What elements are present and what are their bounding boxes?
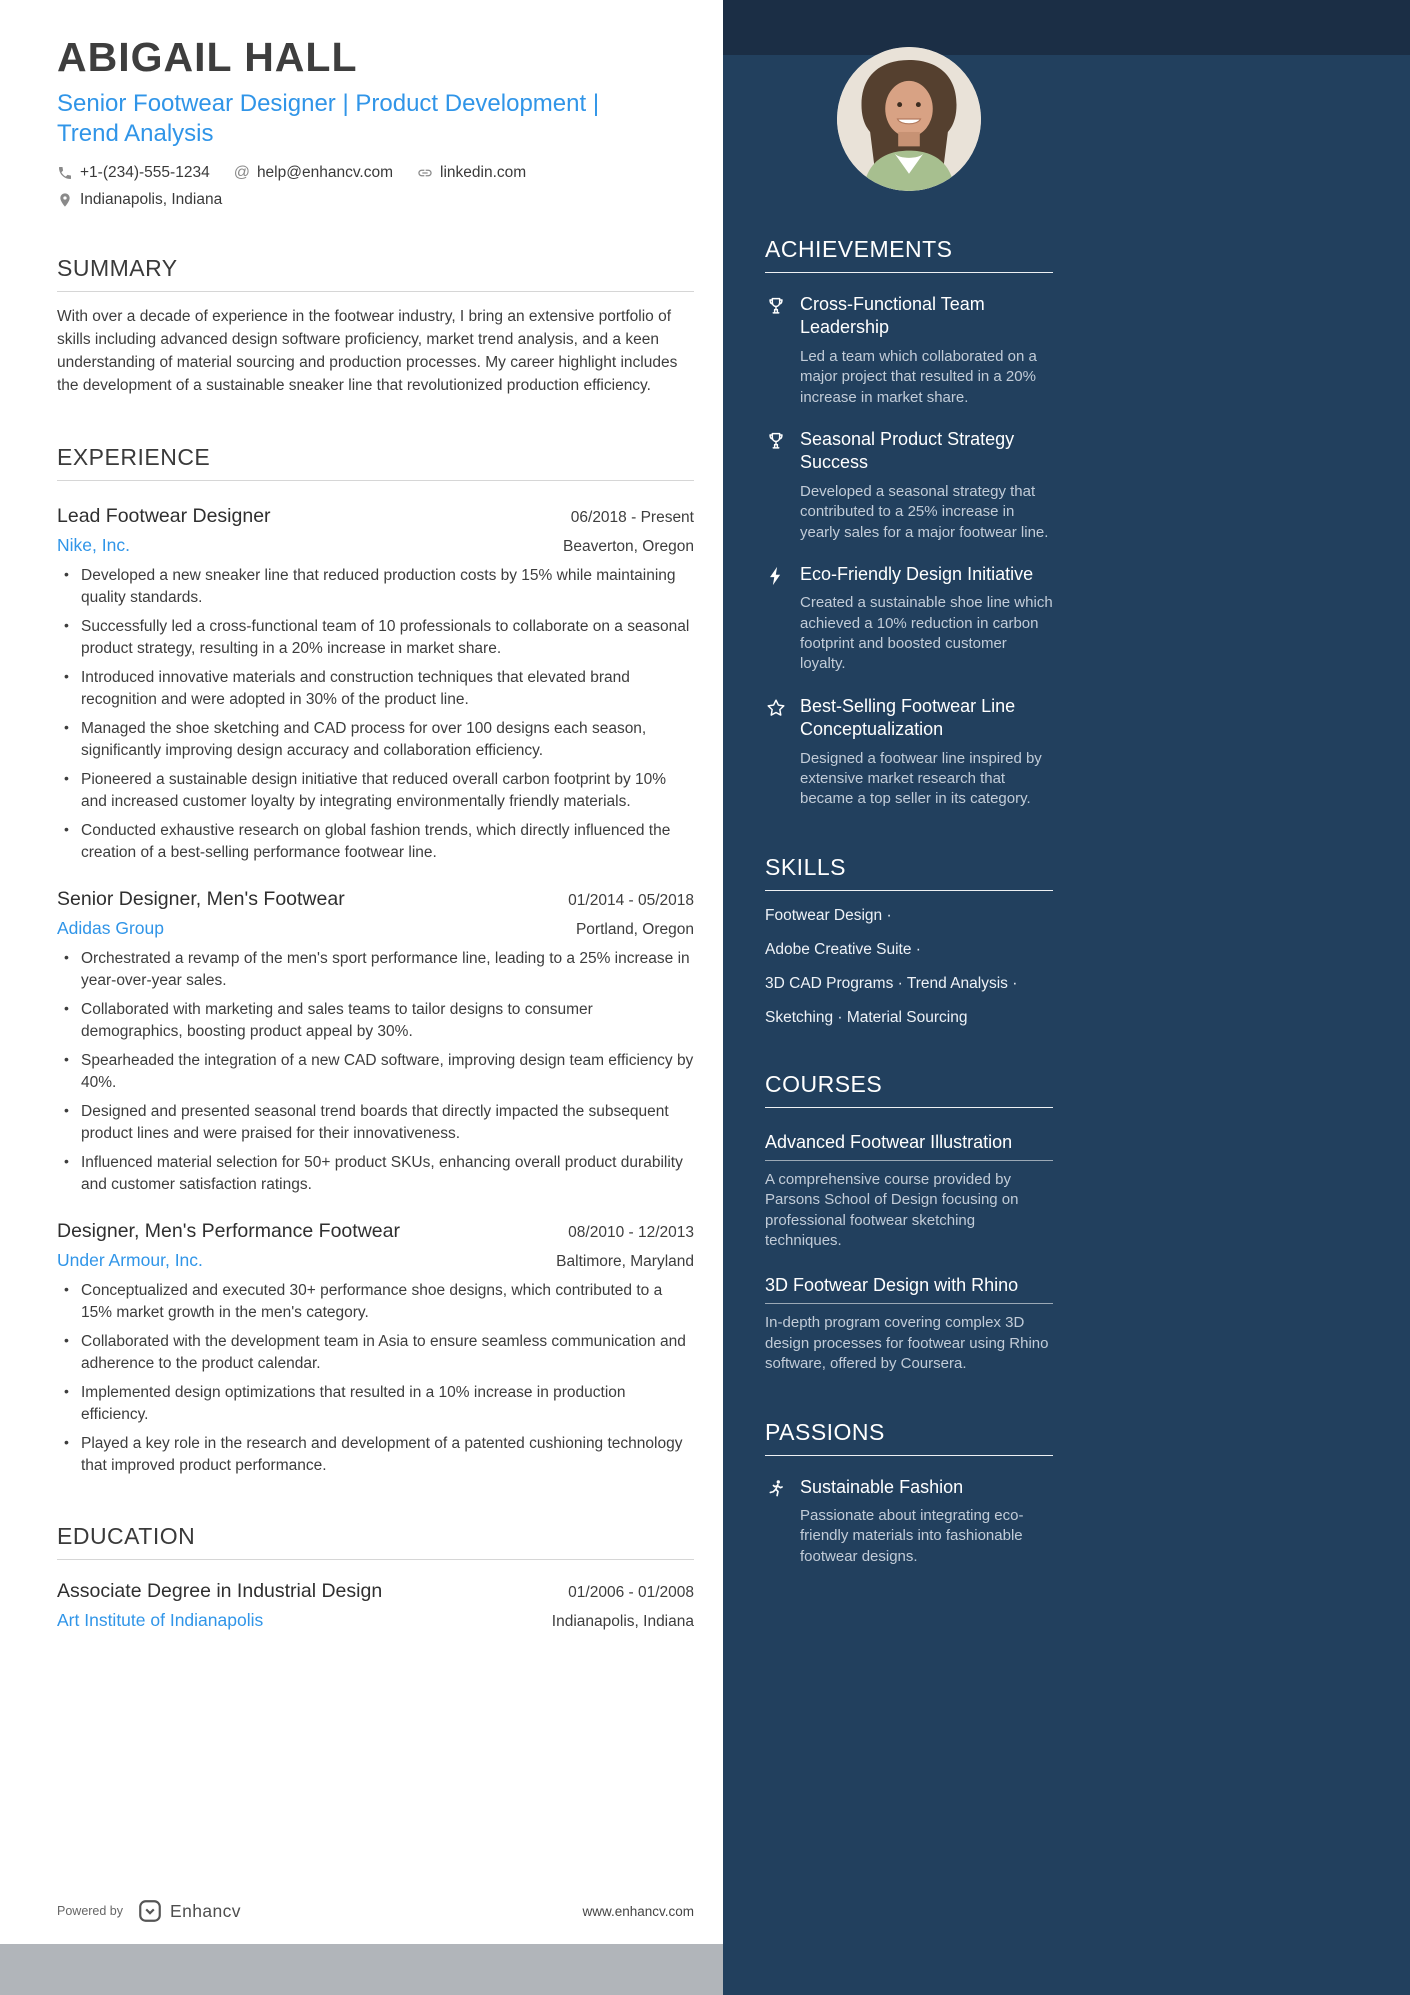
website-link[interactable] [417, 164, 526, 182]
achievement-item [765, 695, 1053, 810]
running-icon [765, 1476, 787, 1568]
achievements-section [765, 236, 1053, 810]
phone-icon [57, 165, 73, 181]
job-location: Beaverton, Oregon [563, 537, 694, 555]
education-dates: 01/2006 - 01/2008 [568, 1583, 694, 1601]
achievements-heading: ACHIEVEMENTS [765, 236, 1053, 273]
bullet: • Managed the shoe sketching and CAD process for over 100 designs each season, significantly improving design accuracy and collaboration efficiency. [81, 718, 694, 762]
courses-section [765, 1071, 1053, 1375]
job-title: Lead Footwear Designer [57, 504, 271, 527]
degree: Associate Degree in Industrial Design [57, 1579, 383, 1602]
page-end-background [0, 1944, 723, 1995]
skill-line: Footwear Design · [765, 906, 892, 924]
course-text: A comprehensive course provided by Parsons School of Design focusing on professional footwear sketching techniques. [765, 1170, 1019, 1249]
job-company: Nike, Inc. [57, 534, 130, 555]
candidate-name: ABIGAIL HALL [57, 34, 358, 80]
job-dates: 08/2010 - 12/2013 [568, 1223, 694, 1241]
location-text: Indianapolis, Indiana [80, 190, 223, 208]
job-title: Senior Designer, Men's Footwear [57, 887, 345, 910]
bolt-icon [765, 563, 787, 675]
headline: Senior Footwear Designer | Product Development | Trend Analysis [57, 90, 600, 147]
achievement-title: Best-Selling Footwear Line Conceptualization [800, 695, 1016, 740]
skills-section [765, 854, 1053, 1027]
skill-line: 3D CAD Programs · Trend Analysis · [765, 974, 1018, 992]
course-title: 3D Footwear Design with Rhino [765, 1275, 1053, 1304]
job-company: Under Armour, Inc. [57, 1249, 203, 1270]
passion-item [765, 1476, 1053, 1568]
education-location: Indianapolis, Indiana [551, 1612, 694, 1630]
sidebar [723, 0, 1410, 1995]
footer-url[interactable]: www.enhancv.com [582, 1903, 694, 1919]
enhancv-logo[interactable] [137, 1898, 241, 1924]
bullet: • Conducted exhaustive research on global fashion trends, which directly influenced the creation of a best-selling performance footwear line. [81, 820, 694, 864]
skills-heading: SKILLS [765, 854, 1053, 891]
contact-row [57, 164, 694, 182]
job-dates: 01/2014 - 05/2018 [568, 891, 694, 909]
job-location: Baltimore, Maryland [556, 1252, 694, 1270]
achievement-item [765, 428, 1053, 543]
experience-heading: EXPERIENCE [57, 444, 694, 481]
trophy-icon [765, 428, 787, 543]
job-company: Adidas Group [57, 917, 165, 938]
email-address: help@enhancv.com [256, 163, 394, 181]
achievement-text: Led a team which collaborated on a major project that resulted in a 20% increase in market share. [800, 347, 1037, 406]
bullet: • Implemented design optimizations that resulted in a 10% increase in production efficiency. [81, 1382, 694, 1426]
profile-photo-illustration [837, 47, 981, 191]
link-icon [417, 165, 433, 181]
job-entry [57, 888, 694, 1196]
achievement-text: Designed a footwear line inspired by extensive market research that became a top seller in its category. [800, 749, 1042, 808]
summary-section [57, 255, 694, 398]
job-title: Designer, Men's Performance Footwear [57, 1219, 400, 1242]
skill-line: Adobe Creative Suite · [765, 940, 921, 958]
brand-name: Enhancv [170, 1900, 241, 1921]
course-item [765, 1275, 1053, 1374]
summary-text: With over a decade of experience in the footwear industry, I bring an extensive portfolio of skills including advanced design software proficiency, market trend analysis, and a keen understanding of material sourcing and production processes. My career highlight includes the development of a sustainable sneaker line that revolutionized production efficiency. [57, 307, 678, 395]
bullet: • Influenced material selection for 50+ product SKUs, enhancing overall product durability and customer satisfaction ratings. [81, 1152, 694, 1196]
bullet: • Played a key role in the research and development of a patented cushioning technology that improved product performance. [81, 1433, 694, 1477]
bullet: • Designed and presented seasonal trend boards that directly impacted the subsequent product lines and were praised for their innovativeness. [81, 1101, 694, 1145]
achievement-item [765, 293, 1053, 408]
location-pin-icon [57, 192, 73, 208]
summary-heading: SUMMARY [57, 255, 694, 292]
powered-by-label: Powered by [57, 1904, 124, 1918]
bullet: • Collaborated with the development team in Asia to ensure seamless communication and adherence to the product calendar. [81, 1331, 694, 1375]
achievement-text: Developed a seasonal strategy that contributed to a 25% increase in yearly sales for a major footwear line. [800, 482, 1049, 541]
education-entry [57, 1580, 694, 1631]
courses-heading: COURSES [765, 1071, 1053, 1108]
sidebar-top-band [723, 0, 1410, 55]
location-row [57, 191, 694, 209]
job-bullets [57, 948, 694, 1196]
experience-section [57, 444, 694, 1477]
phone-number: +1-(234)-555-1234 [80, 163, 210, 181]
passion-text: Passionate about integrating eco-friendly materials into fashionable footwear designs. [800, 1506, 1024, 1565]
passion-title: Sustainable Fashion [800, 1476, 964, 1497]
email-icon: @ [233, 163, 250, 181]
sidebar-content [765, 236, 1053, 1567]
skill-line: Sketching · Material Sourcing [765, 1008, 968, 1026]
course-item [765, 1132, 1053, 1252]
achievement-title: Eco-Friendly Design Initiative [800, 563, 1034, 584]
job-entry [57, 505, 694, 864]
bullet: • Collaborated with marketing and sales teams to tailor designs to consumer demographics, boosting product appeal by 30%. [81, 999, 694, 1043]
passions-heading: PASSIONS [765, 1419, 1053, 1456]
bullet: • Spearheaded the integration of a new CAD software, improving design team efficiency by 40%. [81, 1050, 694, 1094]
email[interactable] [234, 164, 393, 182]
phone[interactable] [57, 164, 210, 182]
footer [57, 1898, 694, 1924]
location [57, 191, 222, 209]
star-icon [765, 695, 787, 810]
bullet: • Successfully led a cross-functional team of 10 professionals to collaborate on a seasonal product strategy, resulting in a 20% increase in market share. [81, 616, 694, 660]
bullet: • Conceptualized and executed 30+ performance shoe designs, which contributed to a 15% market growth in the men's category. [81, 1280, 694, 1324]
achievement-text: Created a sustainable shoe line which achieved a 10% reduction in carbon footprint and boosted customer loyalty. [800, 594, 1053, 673]
job-bullets [57, 565, 694, 864]
bullet: • Introduced innovative materials and construction techniques that elevated brand recognition and were adopted in 30% of the product line. [81, 667, 694, 711]
job-entry [57, 1220, 694, 1477]
school: Art Institute of Indianapolis [57, 1609, 264, 1630]
education-section [57, 1523, 694, 1631]
bullet: • Pioneered a sustainable design initiative that reduced overall carbon footprint by 10% and increased customer loyalty by integrating environmentally friendly materials. [81, 769, 694, 813]
job-dates: 06/2018 - Present [570, 508, 694, 526]
achievement-title: Seasonal Product Strategy Success [800, 428, 1015, 473]
job-bullets [57, 1280, 694, 1477]
passions-section [765, 1419, 1053, 1568]
trophy-icon [765, 293, 787, 408]
bullet: • Developed a new sneaker line that reduced production costs by 15% while maintaining quality standards. [81, 565, 694, 609]
achievement-item [765, 563, 1053, 675]
job-location: Portland, Oregon [575, 920, 694, 938]
course-text: In-depth program covering complex 3D design processes for footwear using Rhino software, offered by Coursera. [765, 1314, 1049, 1373]
enhancv-logo-icon [137, 1898, 163, 1924]
profile-photo [837, 47, 981, 191]
website-text: linkedin.com [440, 163, 527, 181]
education-heading: EDUCATION [57, 1523, 694, 1560]
bullet: • Orchestrated a revamp of the men's sport performance line, leading to a 25% increase in year-over-year sales. [81, 948, 694, 992]
course-title: Advanced Footwear Illustration [765, 1132, 1053, 1161]
achievement-title: Cross-Functional Team Leadership [800, 294, 985, 338]
